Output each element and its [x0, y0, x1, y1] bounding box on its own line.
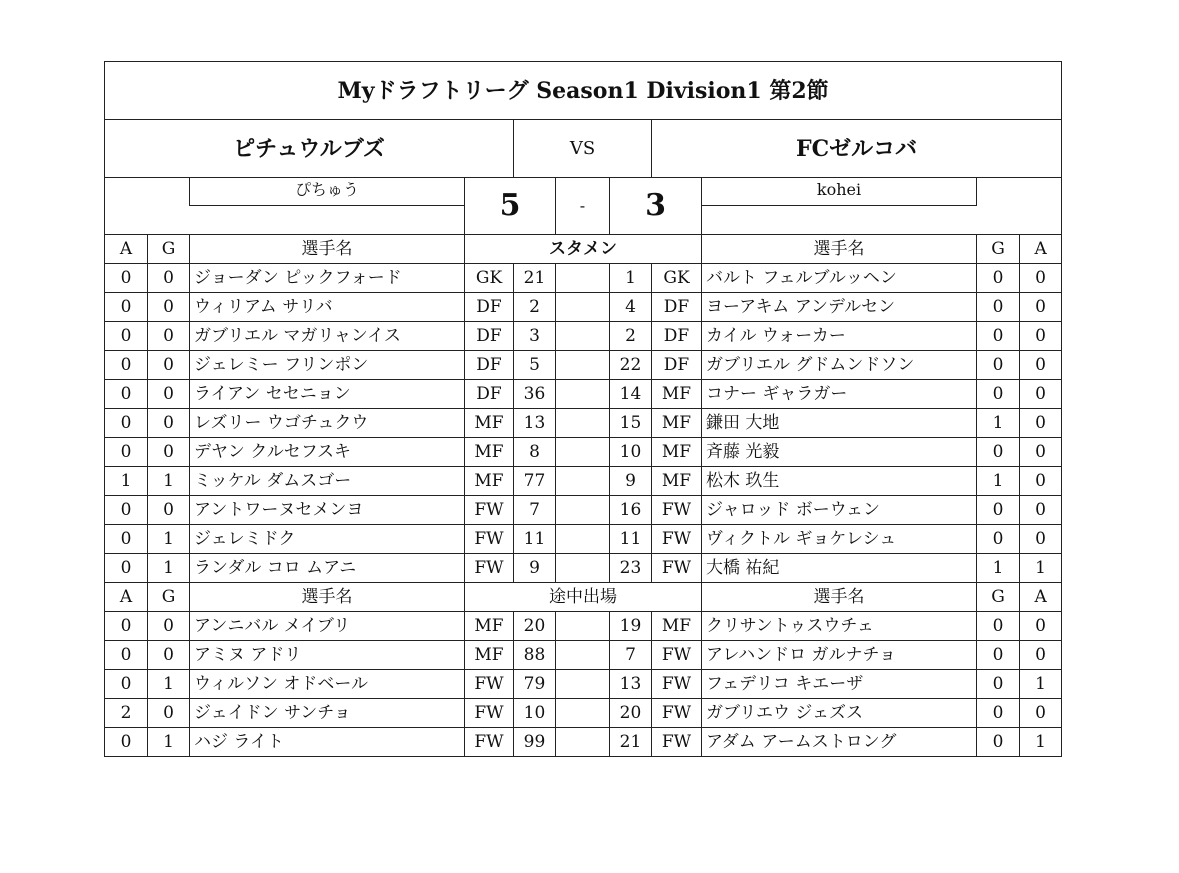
away-position: FW — [652, 496, 702, 525]
home-number: 5 — [514, 351, 556, 380]
home-player-name: ガブリエル マガリャンイス — [190, 322, 465, 351]
away-position: MF — [652, 467, 702, 496]
home-number: 11 — [514, 525, 556, 554]
home-goals: 1 — [148, 525, 190, 554]
home-assists: 0 — [105, 438, 148, 467]
away-position: MF — [652, 380, 702, 409]
home-goals: 0 — [148, 496, 190, 525]
blank-cell — [556, 496, 610, 525]
away-goals: 1 — [977, 409, 1020, 438]
away-number: 19 — [610, 612, 652, 641]
blank-cell — [556, 641, 610, 670]
away-number: 2 — [610, 322, 652, 351]
home-goals: 1 — [148, 467, 190, 496]
away-number: 11 — [610, 525, 652, 554]
player-row — [105, 380, 1062, 409]
player-row — [105, 641, 1062, 670]
home-position: FW — [465, 728, 514, 757]
away-player-name: ジャロッド ボーウェン — [702, 496, 977, 525]
player-row — [105, 467, 1062, 496]
blank-cell — [556, 264, 610, 293]
home-number: 7 — [514, 496, 556, 525]
blank-cell — [556, 467, 610, 496]
home-goals: 1 — [148, 554, 190, 583]
score-separator: - — [556, 178, 610, 235]
away-goals: 0 — [977, 641, 1020, 670]
away-position: FW — [652, 670, 702, 699]
home-team-name: ピチュウルブズ — [105, 120, 514, 178]
col-header-player: 選手名 — [702, 583, 977, 612]
title-row — [105, 62, 1062, 120]
home-number: 2 — [514, 293, 556, 322]
away-goals: 0 — [977, 496, 1020, 525]
home-assists: 2 — [105, 699, 148, 728]
home-goals: 0 — [148, 612, 190, 641]
blank-cell — [556, 380, 610, 409]
section-label-subs: 途中出場 — [465, 583, 702, 612]
away-goals: 0 — [977, 612, 1020, 641]
home-number: 21 — [514, 264, 556, 293]
away-number: 20 — [610, 699, 652, 728]
away-position: MF — [652, 612, 702, 641]
away-assists: 0 — [1020, 351, 1062, 380]
away-player-name: アレハンドロ ガルナチョ — [702, 641, 977, 670]
home-assists: 0 — [105, 641, 148, 670]
away-position: FW — [652, 728, 702, 757]
home-position: MF — [465, 641, 514, 670]
home-player-name: アミヌ アドリ — [190, 641, 465, 670]
away-position: DF — [652, 293, 702, 322]
player-row — [105, 496, 1062, 525]
col-header-player: 選手名 — [190, 583, 465, 612]
home-goals: 0 — [148, 409, 190, 438]
player-row — [105, 351, 1062, 380]
home-number: 36 — [514, 380, 556, 409]
home-assists: 1 — [105, 467, 148, 496]
home-position: FW — [465, 525, 514, 554]
away-position: FW — [652, 641, 702, 670]
home-number: 79 — [514, 670, 556, 699]
away-assists: 0 — [1020, 264, 1062, 293]
player-row — [105, 670, 1062, 699]
player-row — [105, 525, 1062, 554]
section-header-row — [105, 235, 1062, 264]
away-position: DF — [652, 322, 702, 351]
section-header-row — [105, 583, 1062, 612]
home-score: 5 — [465, 178, 556, 235]
home-goals: 1 — [148, 728, 190, 757]
home-position: DF — [465, 351, 514, 380]
blank-cell — [556, 351, 610, 380]
blank-cell — [556, 293, 610, 322]
away-position: DF — [652, 351, 702, 380]
away-position: FW — [652, 699, 702, 728]
away-player-name: 大橋 祐紀 — [702, 554, 977, 583]
away-goals: 0 — [977, 380, 1020, 409]
home-position: MF — [465, 409, 514, 438]
home-number: 20 — [514, 612, 556, 641]
away-player-name: フェデリコ キエーザ — [702, 670, 977, 699]
player-row — [105, 322, 1062, 351]
home-position: FW — [465, 699, 514, 728]
away-player-name: コナー ギャラガー — [702, 380, 977, 409]
player-row — [105, 409, 1062, 438]
home-position: FW — [465, 670, 514, 699]
home-number: 10 — [514, 699, 556, 728]
home-position: DF — [465, 380, 514, 409]
player-row — [105, 438, 1062, 467]
away-owner-name: kohei — [702, 178, 977, 206]
home-assists: 0 — [105, 293, 148, 322]
home-position: MF — [465, 612, 514, 641]
home-assists: 0 — [105, 409, 148, 438]
away-position: MF — [652, 409, 702, 438]
col-header-player: 選手名 — [190, 235, 465, 264]
owner-score-row-top — [105, 178, 1062, 206]
player-row — [105, 699, 1062, 728]
away-player-name: アダム アームストロング — [702, 728, 977, 757]
section-label-starters: スタメン — [465, 235, 702, 264]
away-assists: 0 — [1020, 525, 1062, 554]
home-assists: 0 — [105, 525, 148, 554]
player-row — [105, 554, 1062, 583]
blank-cell — [556, 322, 610, 351]
home-number: 9 — [514, 554, 556, 583]
home-player-name: ジェレミー フリンポン — [190, 351, 465, 380]
col-header-goals: G — [977, 583, 1020, 612]
away-number: 21 — [610, 728, 652, 757]
blank-cell — [702, 206, 977, 235]
home-position: MF — [465, 467, 514, 496]
away-number: 14 — [610, 380, 652, 409]
away-assists: 1 — [1020, 554, 1062, 583]
away-position: MF — [652, 438, 702, 467]
home-position: DF — [465, 322, 514, 351]
blank-cell — [556, 728, 610, 757]
col-header-assists: A — [105, 235, 148, 264]
col-header-assists: A — [1020, 235, 1062, 264]
blank-cell — [977, 206, 1062, 235]
match-sheet-table — [104, 61, 1062, 757]
away-goals: 0 — [977, 728, 1020, 757]
home-position: GK — [465, 264, 514, 293]
home-goals: 0 — [148, 438, 190, 467]
col-header-player: 選手名 — [702, 235, 977, 264]
home-player-name: ハジ ライト — [190, 728, 465, 757]
away-player-name: ガブリエウ ジェズス — [702, 699, 977, 728]
away-player-name: ヨーアキム アンデルセン — [702, 293, 977, 322]
away-player-name: 松木 玖生 — [702, 467, 977, 496]
home-assists: 0 — [105, 380, 148, 409]
home-goals: 0 — [148, 351, 190, 380]
away-number: 15 — [610, 409, 652, 438]
away-assists: 0 — [1020, 409, 1062, 438]
blank-cell — [556, 699, 610, 728]
away-goals: 0 — [977, 670, 1020, 699]
away-goals: 1 — [977, 467, 1020, 496]
home-goals: 0 — [148, 293, 190, 322]
away-player-name: 鎌田 大地 — [702, 409, 977, 438]
away-assists: 0 — [1020, 293, 1062, 322]
away-goals: 0 — [977, 264, 1020, 293]
home-assists: 0 — [105, 728, 148, 757]
home-player-name: レズリー ウゴチュクウ — [190, 409, 465, 438]
away-assists: 0 — [1020, 438, 1062, 467]
home-number: 99 — [514, 728, 556, 757]
away-position: GK — [652, 264, 702, 293]
away-goals: 0 — [977, 351, 1020, 380]
home-goals: 0 — [148, 641, 190, 670]
away-goals: 0 — [977, 438, 1020, 467]
player-row — [105, 728, 1062, 757]
away-player-name: バルト フェルブルッヘン — [702, 264, 977, 293]
home-number: 77 — [514, 467, 556, 496]
blank-cell — [190, 206, 465, 235]
blank-cell — [105, 206, 190, 235]
away-player-name: カイル ウォーカー — [702, 322, 977, 351]
home-position: DF — [465, 293, 514, 322]
away-player-name: ヴィクトル ギョケレシュ — [702, 525, 977, 554]
col-header-goals: G — [977, 235, 1020, 264]
home-assists: 0 — [105, 670, 148, 699]
home-player-name: ミッケル ダムスゴー — [190, 467, 465, 496]
col-header-goals: G — [148, 235, 190, 264]
away-goals: 1 — [977, 554, 1020, 583]
away-player-name: ガブリエル グドムンドソン — [702, 351, 977, 380]
blank-cell — [556, 409, 610, 438]
away-assists: 1 — [1020, 670, 1062, 699]
away-goals: 0 — [977, 525, 1020, 554]
away-assists: 0 — [1020, 496, 1062, 525]
away-number: 1 — [610, 264, 652, 293]
home-player-name: デヤン クルセフスキ — [190, 438, 465, 467]
home-owner-name: ぴちゅう — [190, 178, 465, 206]
away-number: 4 — [610, 293, 652, 322]
away-number: 7 — [610, 641, 652, 670]
away-assists: 0 — [1020, 380, 1062, 409]
away-number: 9 — [610, 467, 652, 496]
away-position: FW — [652, 554, 702, 583]
home-player-name: ランダル コロ ムアニ — [190, 554, 465, 583]
away-assists: 0 — [1020, 322, 1062, 351]
away-position: FW — [652, 525, 702, 554]
player-row — [105, 293, 1062, 322]
home-goals: 0 — [148, 264, 190, 293]
match-title: Myドラフトリーグ Season1 Division1 第2節 — [105, 62, 1062, 120]
blank-cell — [556, 554, 610, 583]
home-position: FW — [465, 554, 514, 583]
away-number: 22 — [610, 351, 652, 380]
player-row — [105, 612, 1062, 641]
away-number: 13 — [610, 670, 652, 699]
home-assists: 0 — [105, 496, 148, 525]
home-goals: 0 — [148, 380, 190, 409]
away-goals: 0 — [977, 322, 1020, 351]
blank-cell — [556, 525, 610, 554]
away-number: 16 — [610, 496, 652, 525]
away-assists: 0 — [1020, 699, 1062, 728]
away-number: 23 — [610, 554, 652, 583]
home-number: 8 — [514, 438, 556, 467]
away-number: 10 — [610, 438, 652, 467]
home-player-name: ウィリアム サリバ — [190, 293, 465, 322]
away-team-name: FCゼルコバ — [652, 120, 1062, 178]
home-goals: 0 — [148, 322, 190, 351]
home-number: 13 — [514, 409, 556, 438]
away-assists: 0 — [1020, 467, 1062, 496]
away-goals: 0 — [977, 293, 1020, 322]
home-player-name: ジョーダン ピックフォード — [190, 264, 465, 293]
home-player-name: ジェレミドク — [190, 525, 465, 554]
home-assists: 0 — [105, 554, 148, 583]
home-assists: 0 — [105, 612, 148, 641]
home-assists: 0 — [105, 351, 148, 380]
col-header-goals: G — [148, 583, 190, 612]
player-row — [105, 264, 1062, 293]
away-assists: 0 — [1020, 612, 1062, 641]
home-assists: 0 — [105, 264, 148, 293]
home-player-name: ライアン セセニョン — [190, 380, 465, 409]
away-assists: 1 — [1020, 728, 1062, 757]
home-number: 88 — [514, 641, 556, 670]
home-number: 3 — [514, 322, 556, 351]
blank-cell — [105, 178, 190, 206]
home-assists: 0 — [105, 322, 148, 351]
away-player-name: 斉藤 光毅 — [702, 438, 977, 467]
blank-cell — [977, 178, 1062, 206]
blank-cell — [556, 612, 610, 641]
away-score: 3 — [610, 178, 702, 235]
away-player-name: クリサントゥスウチェ — [702, 612, 977, 641]
teams-row — [105, 120, 1062, 178]
home-goals: 0 — [148, 699, 190, 728]
blank-cell — [556, 670, 610, 699]
home-player-name: ウィルソン オドベール — [190, 670, 465, 699]
vs-label: VS — [514, 120, 652, 178]
home-player-name: ジェイドン サンチョ — [190, 699, 465, 728]
home-player-name: アントワーヌセメンヨ — [190, 496, 465, 525]
blank-cell — [556, 438, 610, 467]
home-position: FW — [465, 496, 514, 525]
away-goals: 0 — [977, 699, 1020, 728]
col-header-assists: A — [105, 583, 148, 612]
away-assists: 0 — [1020, 641, 1062, 670]
home-goals: 1 — [148, 670, 190, 699]
home-position: MF — [465, 438, 514, 467]
home-player-name: アンニバル メイブリ — [190, 612, 465, 641]
col-header-assists: A — [1020, 583, 1062, 612]
